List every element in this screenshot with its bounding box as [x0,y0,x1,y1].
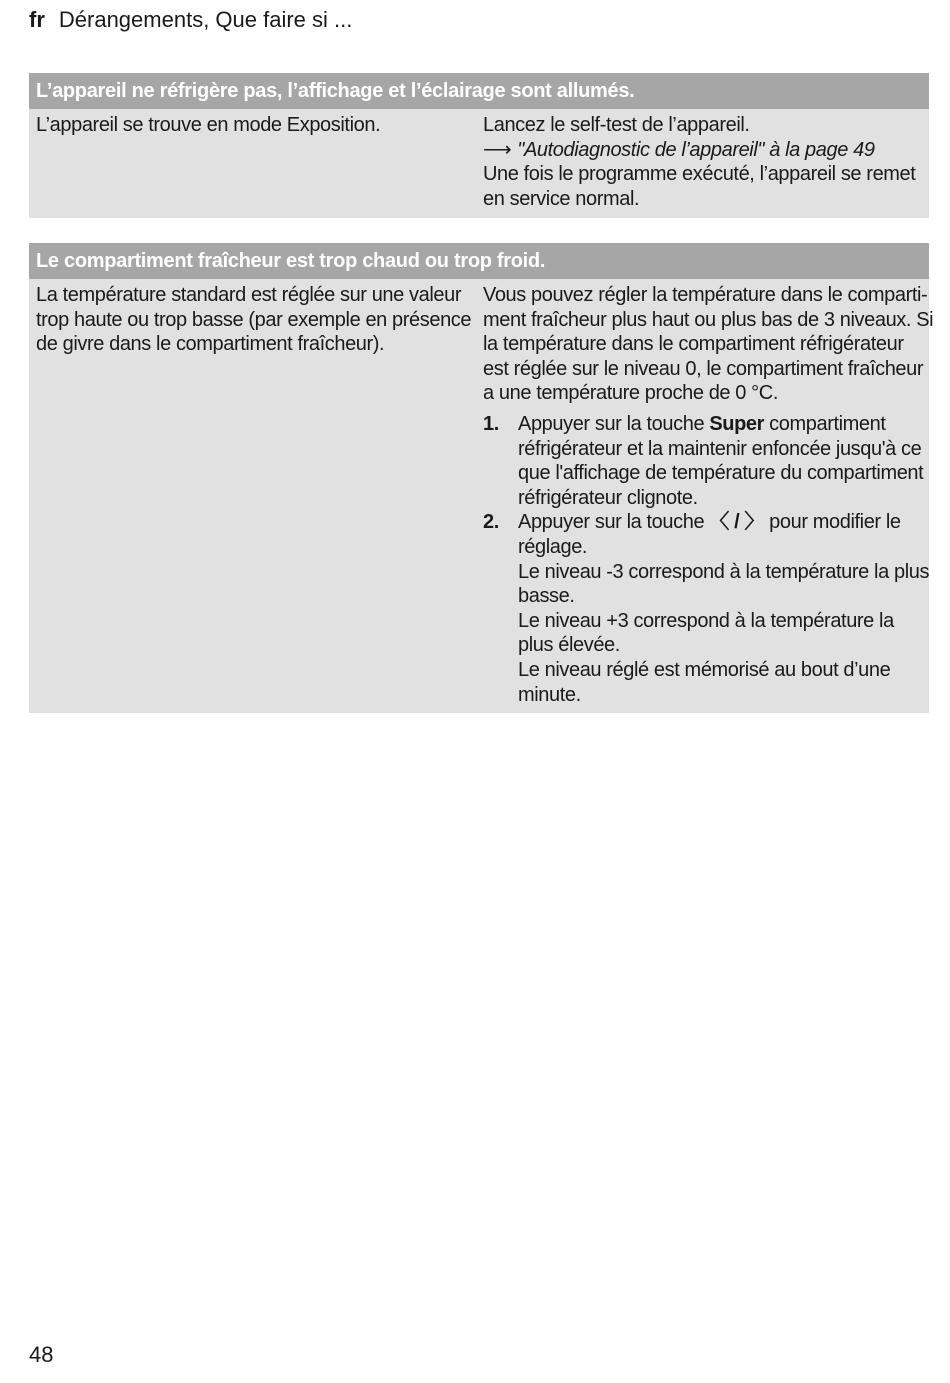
remedy-text: en service normal. [483,187,640,210]
step-text: réglage. [518,535,588,558]
remedy-cell [483,283,934,707]
step-text-part: compartiment [764,412,886,435]
remedy-cell [483,113,923,211]
table-heading: L’appareil ne réfrigère pas, l’affichage et l’éclairage sont allumés. [29,73,929,109]
cause-text: de givre dans le compartiment fraîcheur). [36,333,385,356]
step-text [518,510,923,535]
step-text-part: Appuyer sur la touche [518,511,710,534]
step-text-part: Appuyer sur la touche [518,412,710,435]
step-text: basse. [518,585,575,608]
step-text-part: pour modifier le [764,511,901,534]
cause-text: trop haute ou trop basse (par exemple en présence [36,308,472,331]
cross-reference-link[interactable]: "Autodiagnostic de l’appareil" à la page 49 [517,138,875,161]
step-text [518,412,923,437]
language-code: fr [29,7,45,32]
step-text: réfrigérateur et la maintenir enfoncée jusqu'à ce [518,437,922,460]
page-number: 48 [29,1342,54,1367]
remedy-text: Lancez le self-test de l’appareil. [483,114,750,136]
remedy-text: est réglée sur le niveau 0, le compartiment fraîcheur [483,357,924,380]
page-header [29,6,352,34]
remedy-text: Une fois le programme exécuté, l’appareil se remet [483,163,916,186]
step-text: réfrigérateur clignote. [518,486,698,509]
step-text: minute. [518,683,581,706]
step-text: Le niveau -3 correspond à la température la plus [518,560,930,583]
remedy-text: ment fraîcheur plus haut ou plus bas de 3 niveaux. Si [483,308,934,331]
troubleshooting-table-no-cooling [29,73,929,218]
section-title: Dérangements, Que faire si ... [58,7,353,32]
table-heading: Le compartiment fraîcheur est trop chaud ou trop froid. [29,243,929,279]
cause-text: L’appareil se trouve en mode Exposition. [36,114,381,136]
step-number: 1. [483,412,499,435]
cause-cell [36,283,472,357]
step-text: plus élevée. [518,634,620,657]
cross-reference[interactable] [483,138,923,163]
remedy-text: la température dans le compartiment réfrigérateur [483,333,904,356]
cause-text: La température standard est réglée sur une valeur [36,284,462,306]
remedy-text: a une température proche de 0 °C. [483,382,778,405]
arrow-right-icon: ⟶ [483,138,512,161]
troubleshooting-table-fresh-compartment [29,243,934,713]
cause-cell [36,113,468,138]
remedy-text: Vous pouvez régler la température dans le comparti- [483,284,928,306]
step-text: que l'affichage de température du compartiment [518,462,924,485]
super-key-label: Super [709,412,765,435]
steps-list [483,412,930,707]
step-text: Le niveau réglé est mémorisé au bout d’une [518,658,891,681]
arrow-keys-label: 〈 / 〉 [709,511,764,534]
step-number: 2. [483,511,499,534]
step-text: Le niveau +3 correspond à la température la [518,609,894,632]
step-item [483,412,923,510]
step-item [483,510,930,707]
